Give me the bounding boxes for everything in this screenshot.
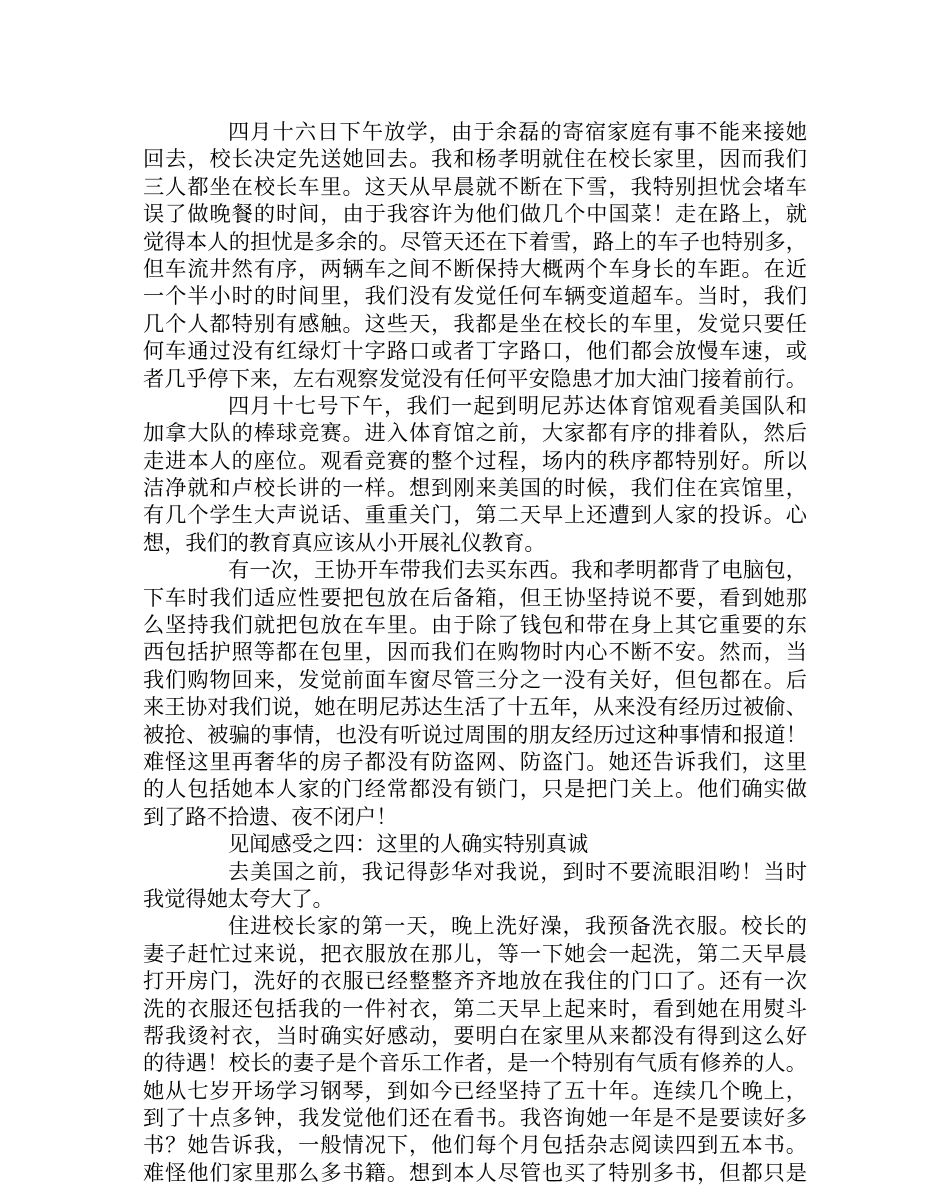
text-line: 书？她告诉我，一般情况下，他们每个月包括杂志阅读四到五本书。 <box>143 1132 807 1158</box>
text-line: 加拿大队的棒球竞赛。进入体育馆之前，大家都有序的排着队，然后 <box>143 420 807 446</box>
text-line: 洗的衣服还包括我的一件衬衣，第二天早上起来时，看到她在用熨斗 <box>143 995 807 1021</box>
text-line: 几个人都特别有感触。这些天，我都是坐在校长的车里，发觉只要任 <box>143 310 807 336</box>
text-line: 到了路不拾遗、夜不闭户！ <box>143 803 398 829</box>
paragraph-first-line: 四月十七号下午，我们一起到明尼苏达体育馆观看美国队和 <box>228 392 807 418</box>
paragraph-first-line: 见闻感受之四：这里的人确实特别真诚 <box>228 831 589 857</box>
text-line: 来王协对我们说，她在明尼苏达生活了十五年，从来没有经历过被偷、 <box>143 694 807 720</box>
text-line: 帮我烫衬衣，当时确实好感动，要明白在家里从来都没有得到这么好 <box>143 1022 807 1048</box>
text-line: 想，我们的教育真应该从小开展礼仪教育。 <box>143 529 546 555</box>
text-line: 难怪这里再奢华的房子都没有防盗网、防盗门。她还告诉我们，这里 <box>143 748 807 774</box>
text-line: 到了十点多钟，我发觉他们还在看书。我咨询她一年是不是要读好多 <box>143 1105 807 1131</box>
document-body <box>143 118 807 1186</box>
text-line: 我们购物回来，发觉前面车窗尽管三分之一没有关好，但包都在。后 <box>143 666 807 692</box>
text-line: 一个半小时的时间里，我们没有发觉任何车辆变道超车。当时，我们 <box>143 283 807 309</box>
text-line: 觉得本人的担忧是多余的。尽管天还在下着雪，路上的车子也特别多， <box>143 228 807 254</box>
text-line: 但车流井然有序，两辆车之间不断保持大概两个车身长的车距。在近 <box>143 255 807 281</box>
text-line: 打开房门，洗好的衣服已经整整齐齐地放在我住的门口了。还有一次 <box>143 968 807 994</box>
text-line: 的待遇！校长的妻子是个音乐工作者，是一个特别有气质有修养的人。 <box>143 1050 807 1076</box>
paragraph-first-line: 住进校长家的第一天，晚上洗好澡，我预备洗衣服。校长的 <box>228 913 807 939</box>
text-line: 妻子赶忙过来说，把衣服放在那儿，等一下她会一起洗，第二天早晨 <box>143 940 807 966</box>
text-line: 被抢、被骗的事情，也没有听说过周围的朋友经历过这种事情和报道！ <box>143 721 807 747</box>
text-line: 回去，校长决定先送她回去。我和杨孝明就住在校长家里，因而我们 <box>143 146 807 172</box>
text-line: 难怪他们家里那么多书籍。想到本人尽管也买了特别多书，但都只是 <box>143 1159 807 1185</box>
text-line: 洁净就和卢校长讲的一样。想到刚来美国的时候，我们住在宾馆里， <box>143 475 807 501</box>
text-line: 者几乎停下来，左右观察发觉没有任何平安隐患才加大油门接着前行。 <box>143 365 807 391</box>
paragraph-first-line: 去美国之前，我记得彭华对我说，到时不要流眼泪哟！当时 <box>228 858 807 884</box>
paragraph-first-line: 四月十六日下午放学，由于余磊的寄宿家庭有事不能来接她 <box>228 119 807 144</box>
text-line: 我觉得她太夸大了。 <box>143 885 334 911</box>
text-line: 西包括护照等都在包里，因而我们在购物时内心不断不安。然而，当 <box>143 639 807 665</box>
text-line: 么坚持我们就把包放在车里。由于除了钱包和带在身上其它重要的东 <box>143 612 807 638</box>
text-line: 下车时我们适应性要把包放在后备箱，但王协坚持说不要，看到她那 <box>143 584 807 610</box>
text-line: 的人包括她本人家的门经常都没有锁门，只是把门关上。他们确实做 <box>143 776 807 802</box>
text-line: 走进本人的座位。观看竞赛的整个过程，场内的秩序都特别好。所以 <box>143 447 807 473</box>
paragraph-first-line: 有一次，王协开车带我们去买东西。我和孝明都背了电脑包， <box>228 557 807 583</box>
text-line: 误了做晚餐的时间，由于我容许为他们做几个中国菜！走在路上，就 <box>143 201 807 227</box>
text-line: 三人都坐在校长车里。这天从早晨就不断在下雪，我特别担忧会堵车 <box>143 173 807 199</box>
text-line: 有几个学生大声说话、重重关门，第二天早上还遭到人家的投诉。心 <box>143 502 807 528</box>
text-line: 她从七岁开场学习钢琴，到如今已经坚持了五十年。连续几个晚上， <box>143 1077 807 1103</box>
text-line: 何车通过没有红绿灯十字路口或者丁字路口，他们都会放慢车速，或 <box>143 338 807 364</box>
